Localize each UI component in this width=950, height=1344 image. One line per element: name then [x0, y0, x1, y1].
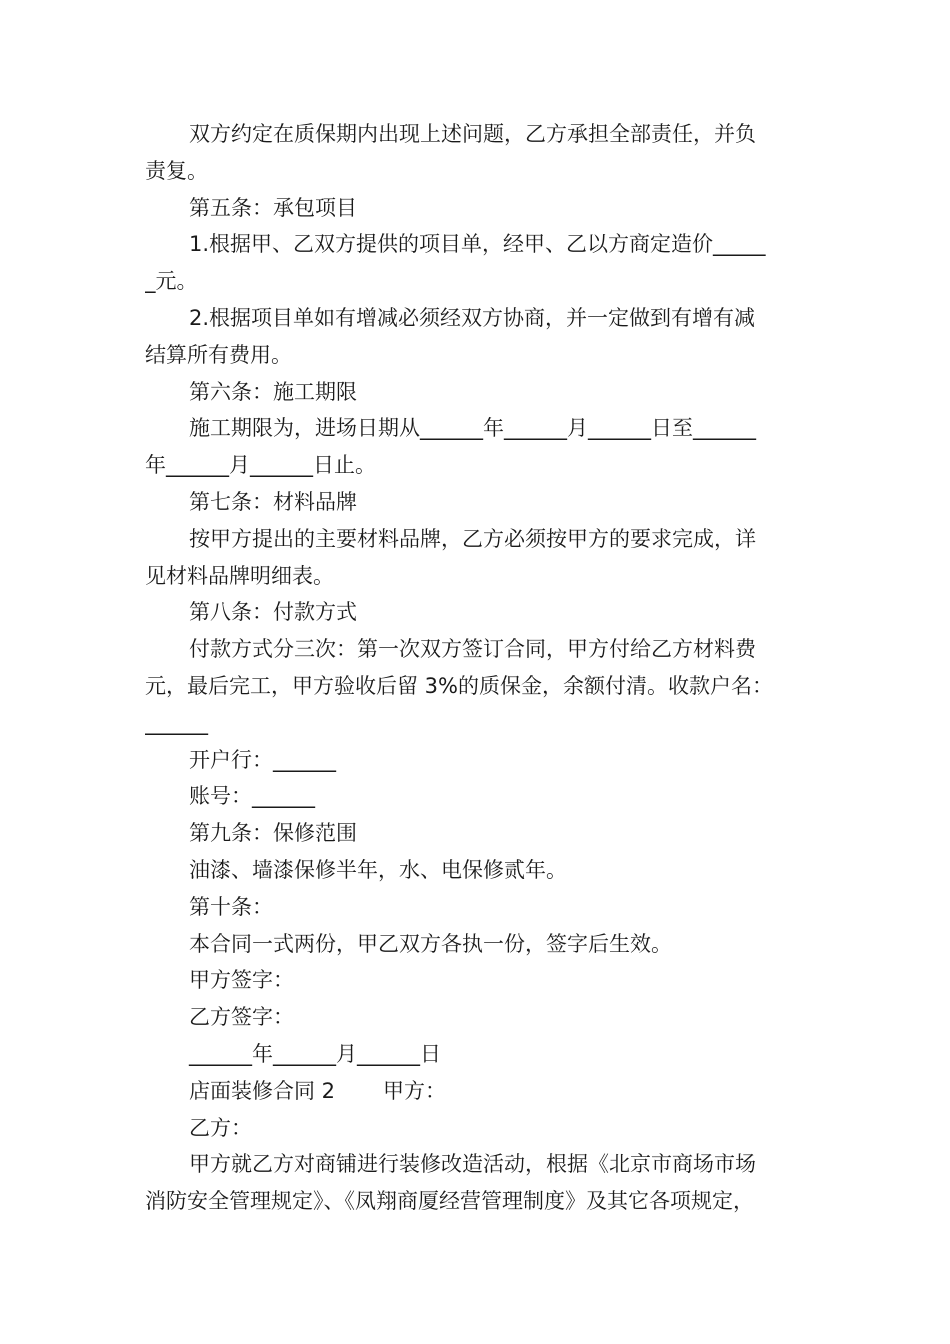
- text-line: 开户行：______: [189, 747, 336, 772]
- text-line: ______年______月______日: [189, 1041, 441, 1066]
- document-body-continued: [145, 1110, 810, 1220]
- text-line: 第五条：承包项目: [189, 195, 357, 220]
- text-line: 第九条：保修范围: [189, 821, 357, 846]
- document-page: [145, 116, 810, 1220]
- text-line: 甲方签字：: [189, 968, 294, 993]
- contract-2-title: 店面装修合同 2: [189, 1078, 336, 1103]
- text-line: 双方约定在质保期内出现上述问题，乙方承担全部责任，并负: [189, 122, 756, 146]
- text-line: _元。: [145, 269, 198, 294]
- text-line: 第六条：施工期限: [189, 379, 357, 404]
- text-line: 第八条：付款方式: [189, 600, 357, 625]
- text-line: 见材料品牌明细表。: [145, 563, 334, 588]
- text-line: 本合同一式两份，甲乙双方各执一份，签字后生效。: [189, 931, 672, 956]
- text-line: 付款方式分三次：第一次双方签订合同，甲方付给乙方材料费: [189, 637, 756, 662]
- text-line: 1.根据甲、乙双方提供的项目单，经甲、乙以方商定造价_____: [189, 232, 766, 257]
- text-line: 账号：______: [189, 784, 315, 809]
- text-line: 油漆、墙漆保修半年，水、电保修贰年。: [189, 857, 567, 882]
- text-line: 乙方：: [189, 1115, 252, 1140]
- document-body: [145, 116, 810, 1073]
- text-line: 消防安全管理规定》、《凤翔商厦经营管理制度》及其它各项规定，: [145, 1189, 754, 1214]
- text-line: 年______月______日止。: [145, 453, 376, 478]
- text-line: 乙方签字：: [189, 1005, 294, 1030]
- text-line: 甲方就乙方对商铺进行装修改造活动，根据《北京市商场市场: [189, 1152, 756, 1177]
- text-line: 施工期限为，进场日期从______年______月______日至______: [189, 416, 756, 441]
- text-line: 第七条：材料品牌: [189, 489, 357, 514]
- contract-2-heading: [145, 1073, 810, 1110]
- party-a-label: 甲方：: [383, 1078, 447, 1103]
- text-line: 按甲方提出的主要材料品牌，乙方必须按甲方的要求完成，详: [189, 526, 756, 551]
- text-line: 结算所有费用。: [145, 342, 292, 367]
- text-line: ______: [145, 710, 208, 735]
- text-line: 责复。: [145, 158, 208, 183]
- text-line: 2.根据项目单如有增减必须经双方协商，并一定做到有增有减: [189, 305, 756, 330]
- text-line: 元，最后完工，甲方验收后留 3%的质保金，余额付清。收款户名：: [145, 673, 773, 698]
- text-line: 第十条：: [189, 894, 273, 919]
